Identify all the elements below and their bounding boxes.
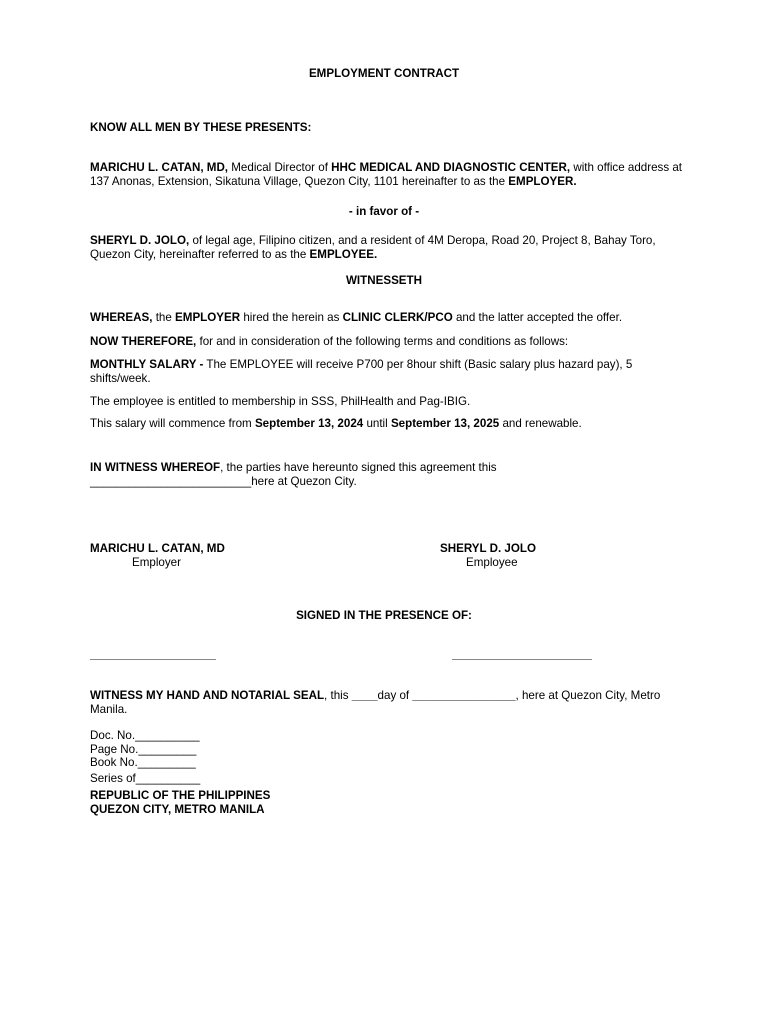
doc-no-field: Doc. No.__________ bbox=[90, 729, 200, 742]
in-favor-of: - in favor of - bbox=[348, 205, 420, 218]
whereas-clause: WHEREAS, the EMPLOYER hired the herein as CLINIC CLERK/PCO and the latter accepted the offer. bbox=[90, 311, 623, 324]
page-no-field: Page No._________ bbox=[90, 743, 197, 756]
document-title: EMPLOYMENT CONTRACT bbox=[308, 67, 460, 80]
witnesseth-heading: WITNESSETH bbox=[345, 274, 422, 287]
intro-heading: KNOW ALL MEN BY THESE PRESENTS: bbox=[90, 121, 312, 134]
employer-signatory-name: MARICHU L. CATAN, MD bbox=[90, 542, 225, 555]
membership-clause: The employee is entitled to membership in SSS, PhilHealth and Pag-IBIG. bbox=[90, 395, 471, 408]
witness-signature-line-2 bbox=[452, 659, 592, 660]
witness-signature-line-1 bbox=[90, 659, 216, 660]
employee-signatory-name: SHERYL D. JOLO bbox=[440, 542, 536, 555]
employee-signatory-role: Employee bbox=[466, 556, 518, 569]
city-heading: QUEZON CITY, METRO MANILA bbox=[90, 803, 265, 816]
employer-paragraph: MARICHU L. CATAN, MD, Medical Director of HHC MEDICAL AND DIAGNOSTIC CENTER, with office address at 137 Anonas, Extension, Sikatuna Village, Quezon City, 1101 hereinafter to as the EMPLOYER. bbox=[90, 161, 683, 188]
witness-whereof-clause: IN WITNESS WHEREOF, the parties have hereunto signed this agreement this _________________________here at Quezon City. bbox=[90, 461, 497, 488]
book-no-field: Book No._________ bbox=[90, 756, 196, 769]
notarial-clause: WITNESS MY HAND AND NOTARIAL SEAL, this ____day of ________________, here at Quezon City, Metro Manila. bbox=[90, 689, 661, 716]
monthly-salary-clause: MONTHLY SALARY - The EMPLOYEE will receive P700 per 8hour shift (Basic salary plus hazard pay), 5 shifts/week. bbox=[90, 358, 633, 385]
commence-clause: This salary will commence from September 13, 2024 until September 13, 2025 and renewable. bbox=[90, 417, 582, 430]
employer-signatory-role: Employer bbox=[132, 556, 181, 569]
republic-heading: REPUBLIC OF THE PHILIPPINES bbox=[90, 789, 271, 802]
employee-paragraph: SHERYL D. JOLO, of legal age, Filipino citizen, and a resident of 4M Deropa, Road 20, Project 8, Bahay Toro, Quezon City, hereinafter referred to as the EMPLOYEE. bbox=[90, 234, 656, 261]
now-therefore-clause: NOW THEREFORE, for and in consideration of the following terms and conditions as follows: bbox=[90, 335, 569, 348]
signed-presence-heading: SIGNED IN THE PRESENCE OF: bbox=[296, 609, 472, 622]
series-field: Series of__________ bbox=[90, 772, 201, 785]
